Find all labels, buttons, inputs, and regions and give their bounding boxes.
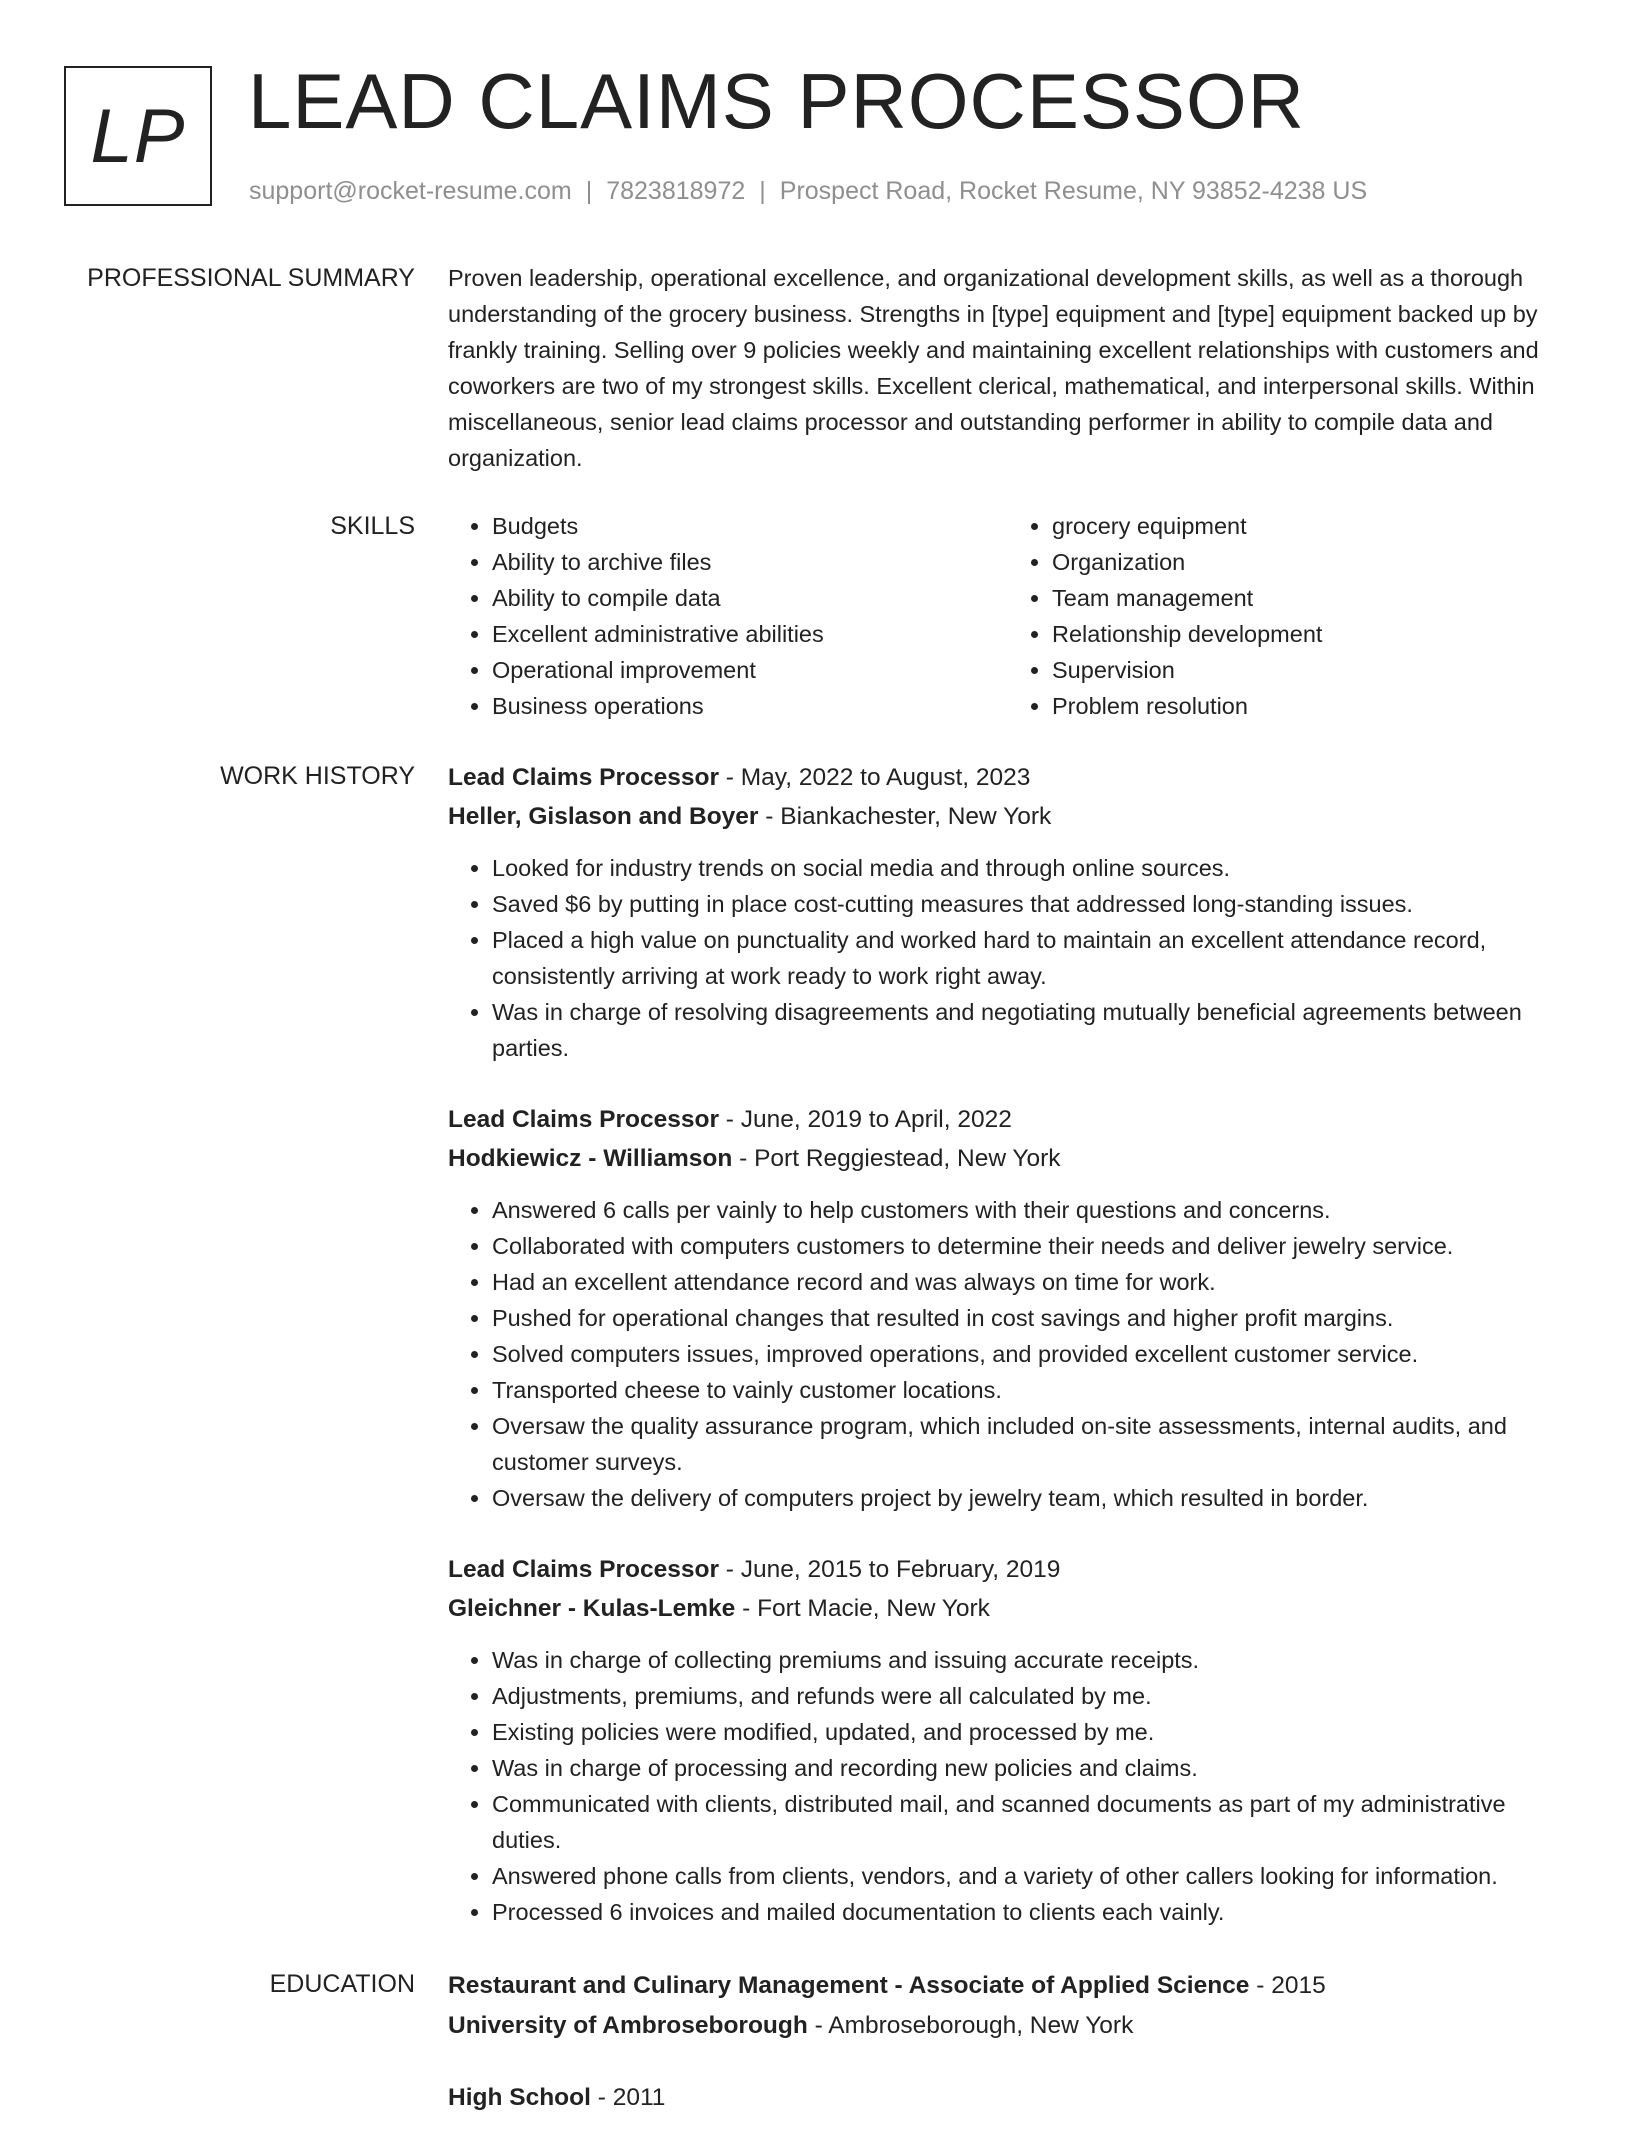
education-school: University of Ambroseborough [448, 2012, 808, 2039]
skill-item: • Excellent administrative abilities [492, 616, 1008, 652]
skill-item: • Operational improvement [492, 652, 1008, 688]
job-dates: - June, 2015 to February, 2019 [718, 1556, 1061, 1583]
contact-email: support@rocket-resume.com [249, 177, 572, 205]
job-company-line [448, 797, 1568, 836]
job-location: - Biankachester, New York [758, 803, 1052, 830]
education-school-line [448, 2006, 1568, 2045]
job-bullet: • Solved computers issues, improved operations, and provided excellent customer service. [492, 1336, 1568, 1372]
job-entry [448, 758, 1568, 1066]
education-entry [448, 1966, 1568, 2045]
job-bullet: • Was in charge of resolving disagreements and negotiating mutually beneficial agreements between parties. [492, 994, 1568, 1066]
contact-separator: | [585, 177, 593, 205]
job-bullet: • Collaborated with computers customers to determine their needs and deliver jewelry service. [492, 1228, 1568, 1264]
education-label: EDUCATION [269, 1970, 415, 1998]
job-company: Gleichner - Kulas-Lemke [448, 1595, 736, 1622]
skills-content [448, 508, 1568, 724]
job-company: Hodkiewicz - Williamson [448, 1145, 733, 1172]
skills-list-right [1008, 508, 1568, 724]
monogram: LP [64, 66, 212, 206]
summary-text: Proven leadership, operational excellence, and organizational development skills, as well as a thorough understanding of the grocery business. Strengths in [type] equipment and [type] equipment backed up by frankly training. Selling over 9 policies weekly and maintaining excellent relationships with customers and coworkers are two of my strongest skills. Excellent clerical, mathematical, and interpersonal skills. Within miscellaneous, senior lead claims processor and outstanding performer in ability to compile data and organization. [448, 265, 1539, 471]
job-bullet: • Oversaw the quality assurance program, which included on-site assessments, internal audits, and customer surveys. [492, 1408, 1568, 1480]
job-entry [448, 1100, 1568, 1516]
contact-address: Prospect Road, Rocket Resume, NY 93852-4238 US [779, 177, 1368, 205]
education-degree: Restaurant and Culinary Management - Associate of Applied Science [448, 1972, 1250, 1999]
skill-item: • Organization [1052, 544, 1568, 580]
job-title-line [448, 758, 1568, 797]
contact-phone: 7823818972 [606, 177, 746, 205]
job-title: Lead Claims Processor [448, 764, 719, 791]
skill-item: • Ability to compile data [492, 580, 1008, 616]
summary-label: PROFESSIONAL SUMMARY [87, 264, 415, 292]
job-bullet: • Transported cheese to vainly customer locations. [492, 1372, 1568, 1408]
job-bullet: • Was in charge of collecting premiums and issuing accurate receipts. [492, 1642, 1568, 1678]
job-title-line [448, 1100, 1568, 1139]
skill-item: • Business operations [492, 688, 1008, 724]
skill-item: • Problem resolution [1052, 688, 1568, 724]
skill-item: • Team management [1052, 580, 1568, 616]
job-location: - Fort Macie, New York [735, 1595, 990, 1622]
summary-content [448, 260, 1568, 476]
skills-list-left [448, 508, 1008, 724]
education-content [448, 1966, 1568, 2151]
work-history-content [448, 758, 1568, 1964]
contact-line [249, 174, 1367, 208]
job-bullet: • Had an excellent attendance record and was always on time for work. [492, 1264, 1568, 1300]
skill-item: • Relationship development [1052, 616, 1568, 652]
education-degree: High School [448, 2084, 591, 2111]
job-dates: - May, 2022 to August, 2023 [718, 764, 1031, 791]
education-location: - Ambroseborough, New York [807, 2012, 1134, 2039]
resume-name: LEAD CLAIMS PROCESSOR [248, 57, 1305, 145]
job-title: Lead Claims Processor [448, 1556, 719, 1583]
skill-item: • Supervision [1052, 652, 1568, 688]
job-entry [448, 1550, 1568, 1930]
job-bullet: • Existing policies were modified, updated, and processed by me. [492, 1714, 1568, 1750]
skill-item: • grocery equipment [1052, 508, 1568, 544]
job-bullet: • Placed a high value on punctuality and worked hard to maintain an excellent attendance record, consistently arriving at work ready to work right away. [492, 922, 1568, 994]
job-bullet: • Communicated with clients, distributed mail, and scanned documents as part of my administrative duties. [492, 1786, 1568, 1858]
skill-item: • Ability to archive files [492, 544, 1008, 580]
job-title-line [448, 1550, 1568, 1589]
skills-label: SKILLS [330, 512, 415, 540]
contact-separator: | [759, 177, 766, 205]
education-degree-line [448, 1966, 1568, 2006]
job-bullet: • Adjustments, premiums, and refunds were all calculated by me. [492, 1678, 1568, 1714]
job-bullets [448, 850, 1568, 1066]
job-company-line [448, 1589, 1568, 1628]
job-bullet: • Answered 6 calls per vainly to help customers with their questions and concerns. [492, 1192, 1568, 1228]
job-company: Heller, Gislason and Boyer [448, 803, 759, 830]
job-location: - Port Reggiestead, New York [732, 1145, 1061, 1172]
education-year: - 2015 [1249, 1972, 1326, 1999]
work-history-label: WORK HISTORY [220, 762, 415, 790]
job-bullet: • Oversaw the delivery of computers project by jewelry team, which resulted in border. [492, 1480, 1568, 1516]
job-bullet: • Processed 6 invoices and mailed documentation to clients each vainly. [492, 1894, 1568, 1930]
job-bullets [448, 1192, 1568, 1516]
job-title: Lead Claims Processor [448, 1106, 719, 1133]
education-degree-line [448, 2078, 1568, 2118]
job-bullet: • Pushed for operational changes that resulted in cost savings and higher profit margins. [492, 1300, 1568, 1336]
job-bullets [448, 1642, 1568, 1930]
education-year: - 2011 [590, 2084, 666, 2111]
skill-item: • Budgets [492, 508, 1008, 544]
job-bullet: • Was in charge of processing and recording new policies and claims. [492, 1750, 1568, 1786]
job-bullet: • Looked for industry trends on social media and through online sources. [492, 850, 1568, 886]
job-bullet: • Saved $6 by putting in place cost-cutting measures that addressed long-standing issues. [492, 886, 1568, 922]
education-entry [448, 2078, 1568, 2118]
job-company-line [448, 1139, 1568, 1178]
job-dates: - June, 2019 to April, 2022 [718, 1106, 1012, 1133]
job-bullet: • Answered phone calls from clients, vendors, and a variety of other callers looking for information. [492, 1858, 1568, 1894]
